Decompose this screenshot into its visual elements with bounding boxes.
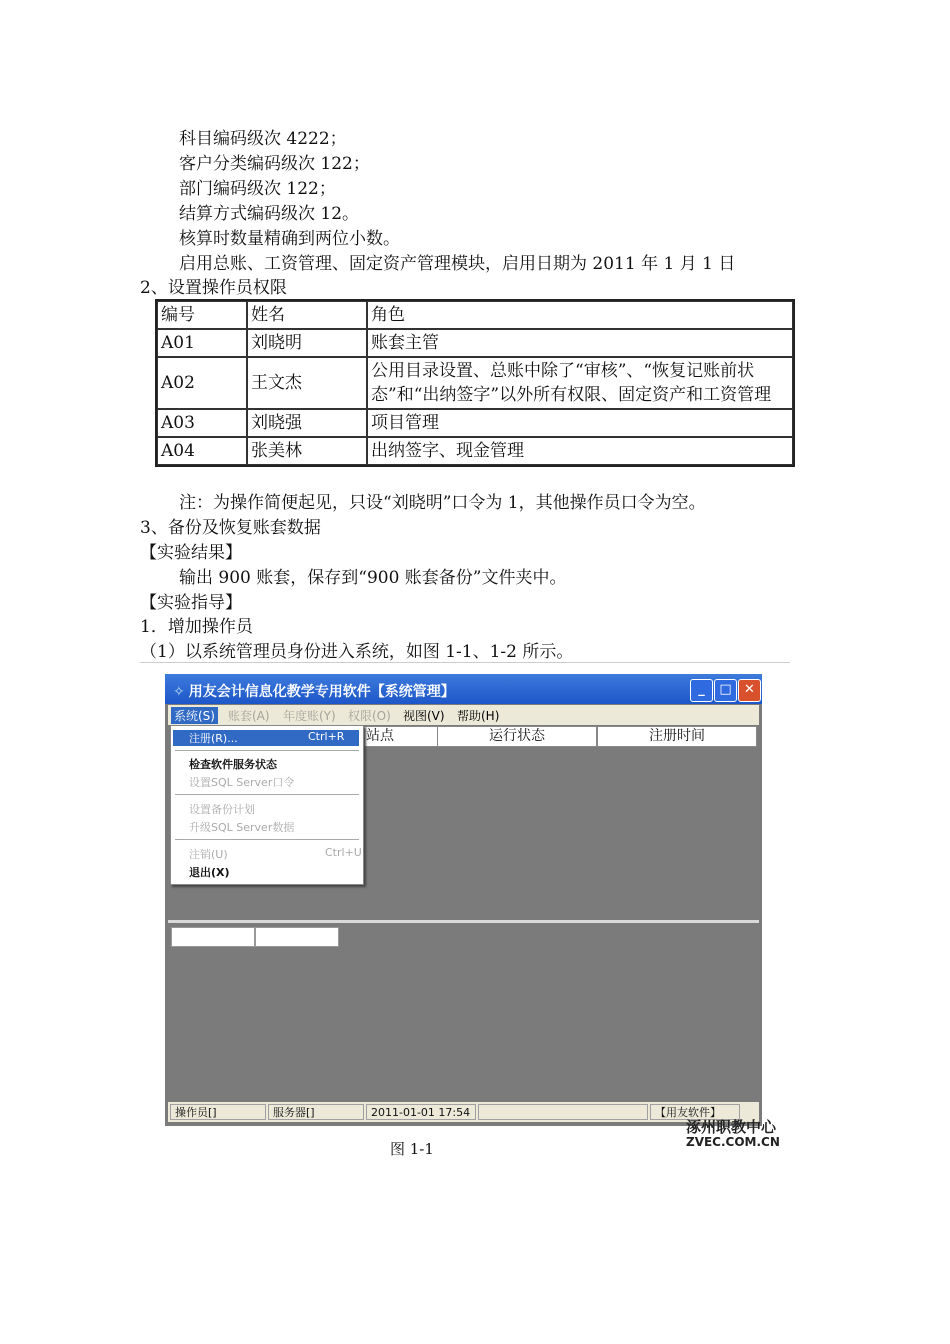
status-operator: 操作员[] — [170, 1104, 266, 1120]
table-row — [157, 437, 793, 465]
table-row — [157, 409, 793, 437]
status-empty-panel — [478, 1104, 648, 1120]
shortcut-label: Ctrl+U — [325, 846, 362, 859]
menu-item-label: 注销(U) — [189, 848, 228, 861]
table-cell: 账套主管 — [367, 329, 793, 357]
watermark-text: 涿州职教中心 — [686, 1118, 777, 1136]
status-bar — [168, 1102, 759, 1122]
menu-rights[interactable]: 权限(O) — [348, 709, 391, 723]
menu-year-account[interactable]: 年度账(Y) — [283, 709, 336, 723]
watermark-url: ZVEC.COM.CN — [686, 1135, 780, 1149]
table-cell: A04 — [157, 437, 247, 465]
window-title: 用友会计信息化教学专用软件【系统管理】 — [188, 684, 455, 700]
table-cell: 公用目录设置、总账中除了“审核”、“恢复记账前状态”和“出纳签字”以外所有权限、固定资产和工资管理 — [367, 357, 793, 409]
column-header-register-time[interactable]: 注册时间 — [597, 726, 757, 747]
paragraph: 部门编码级次 122； — [179, 179, 336, 199]
paragraph: 科目编码级次 4222； — [179, 129, 347, 149]
divider — [140, 662, 790, 663]
menu-view[interactable]: 视图(V) — [403, 709, 445, 723]
pane-splitter[interactable] — [168, 920, 759, 923]
lower-pane-tab[interactable] — [255, 927, 339, 947]
column-header-site[interactable]: 站点 — [363, 726, 439, 747]
system-menu-dropdown — [170, 725, 364, 885]
table-cell: 出纳签字、现金管理 — [367, 437, 793, 465]
menu-item-backup-plan[interactable]: 设置备份计划 — [189, 803, 255, 816]
table-cell: A02 — [157, 357, 247, 409]
header-cell: 角色 — [367, 301, 793, 329]
table-cell: 王文杰 — [247, 357, 367, 409]
paragraph: 注：为操作简便起见，只设“刘晓明”口令为 1，其他操作员口令为空。 — [179, 493, 706, 513]
table-header-row — [157, 301, 793, 329]
table-cell: 刘晓强 — [247, 409, 367, 437]
section-heading: 1．增加操作员 — [140, 617, 253, 637]
section-heading: 【实验结果】 — [140, 543, 242, 563]
menu-system[interactable]: 系统(S) — [171, 707, 218, 724]
window-titlebar — [165, 674, 762, 704]
table-cell: 刘晓明 — [247, 329, 367, 357]
table-cell: A03 — [157, 409, 247, 437]
maximize-button[interactable]: □ — [714, 679, 737, 702]
menu-separator — [175, 794, 359, 795]
menu-item-logout[interactable] — [189, 846, 362, 862]
status-brand: 【用友软件】 — [650, 1104, 740, 1120]
figure-caption: 图 1-1 — [390, 1140, 434, 1158]
menu-account[interactable]: 账套(A) — [228, 709, 270, 723]
table-cell: 项目管理 — [367, 409, 793, 437]
paragraph: 启用总账、工资管理、固定资产管理模块，启用日期为 2011 年 1 月 1 日 — [179, 254, 736, 274]
menu-item-check-service[interactable]: 检查软件服务状态 — [189, 758, 277, 771]
paragraph: 结算方式编码级次 12。 — [179, 204, 360, 224]
table-row — [157, 329, 793, 357]
menu-separator — [175, 839, 359, 840]
status-time: 2011-01-01 17:54 — [366, 1104, 476, 1120]
menu-item-label: 注册(R)... — [189, 732, 238, 745]
table-cell: 张美林 — [247, 437, 367, 465]
table-cell: A01 — [157, 329, 247, 357]
column-header-status[interactable]: 运行状态 — [437, 726, 597, 747]
menu-item-upgrade-sql[interactable]: 升级SQL Server数据 — [189, 821, 295, 834]
paragraph: 核算时数量精确到两位小数。 — [179, 229, 400, 249]
table-row — [157, 357, 793, 409]
section-heading: 3、备份及恢复账套数据 — [140, 518, 321, 538]
window-title-area — [173, 681, 455, 701]
shortcut-label: Ctrl+R — [308, 730, 345, 743]
menu-bar — [168, 705, 759, 725]
section-heading: 2、设置操作员权限 — [140, 278, 287, 298]
menu-item-sql-password[interactable]: 设置SQL Server口令 — [189, 776, 295, 789]
system-management-window — [165, 674, 762, 1126]
permissions-table — [155, 299, 795, 467]
menu-help[interactable]: 帮助(H) — [457, 709, 500, 723]
app-icon: ✧ — [173, 684, 185, 700]
status-server: 服务器[] — [268, 1104, 364, 1120]
menu-separator — [175, 750, 359, 751]
paragraph: （1）以系统管理员身份进入系统，如图 1-1、1-2 所示。 — [140, 642, 574, 662]
paragraph: 客户分类编码级次 122； — [179, 154, 370, 174]
menu-item-exit[interactable]: 退出(X) — [189, 866, 230, 879]
header-cell: 编号 — [157, 301, 247, 329]
menu-item-register[interactable] — [173, 730, 359, 746]
minimize-button[interactable]: _ — [690, 679, 713, 702]
paragraph: 输出 900 账套，保存到“900 账套备份”文件夹中。 — [179, 568, 567, 588]
header-cell: 姓名 — [247, 301, 367, 329]
section-heading: 【实验指导】 — [140, 593, 242, 613]
lower-pane-tab[interactable] — [171, 927, 255, 947]
close-button[interactable]: ✕ — [738, 679, 761, 702]
